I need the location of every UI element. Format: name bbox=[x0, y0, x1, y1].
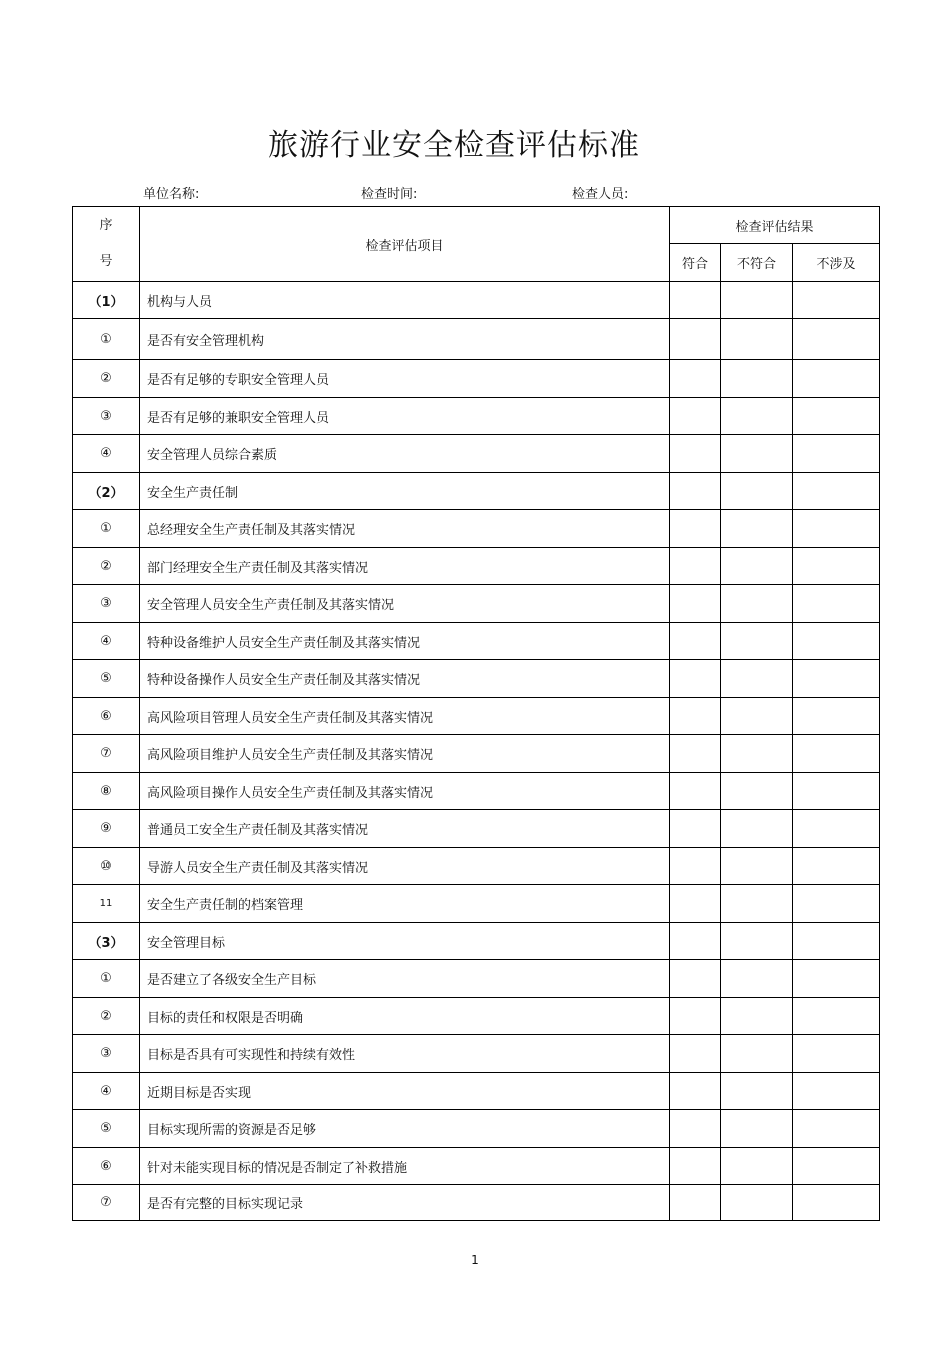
row-seq: ⑦ bbox=[73, 735, 140, 773]
result-cell-fail[interactable] bbox=[721, 923, 793, 960]
result-cell-pass[interactable] bbox=[670, 923, 721, 960]
inspection-table bbox=[72, 206, 880, 1221]
row-seq: ⑤ bbox=[73, 660, 140, 698]
result-cell-na[interactable] bbox=[793, 473, 880, 510]
table-row bbox=[73, 810, 880, 848]
result-cell-na[interactable] bbox=[793, 773, 880, 810]
row-item: 目标的责任和权限是否明确 bbox=[140, 998, 670, 1035]
result-cell-na[interactable] bbox=[793, 548, 880, 585]
result-cell-pass[interactable] bbox=[670, 548, 721, 585]
row-seq: ③ bbox=[73, 1035, 140, 1073]
result-cell-pass[interactable] bbox=[670, 473, 721, 510]
page-title: 旅游行业安全检查评估标准 bbox=[268, 128, 640, 163]
row-seq: ⑩ bbox=[73, 848, 140, 885]
table-row bbox=[73, 1110, 880, 1148]
header-seq-top: 序 bbox=[99, 218, 113, 233]
row-item: 安全管理人员安全生产责任制及其落实情况 bbox=[140, 585, 670, 623]
row-seq: ① bbox=[73, 319, 140, 360]
result-cell-fail[interactable] bbox=[721, 1110, 793, 1148]
result-cell-pass[interactable] bbox=[670, 1148, 721, 1185]
result-cell-pass[interactable] bbox=[670, 398, 721, 435]
result-cell-fail[interactable] bbox=[721, 548, 793, 585]
result-cell-pass[interactable] bbox=[670, 810, 721, 848]
result-cell-fail[interactable] bbox=[721, 1035, 793, 1073]
result-cell-na[interactable] bbox=[793, 1110, 880, 1148]
row-item: 安全生产责任制的档案管理 bbox=[140, 885, 670, 923]
row-seq: （1） bbox=[73, 282, 140, 319]
result-cell-pass[interactable] bbox=[670, 435, 721, 473]
table-row bbox=[73, 623, 880, 660]
row-seq: ② bbox=[73, 548, 140, 585]
row-item: 是否有完整的目标实现记录 bbox=[140, 1185, 670, 1221]
row-item: 高风险项目管理人员安全生产责任制及其落实情况 bbox=[140, 698, 670, 735]
row-item: 高风险项目维护人员安全生产责任制及其落实情况 bbox=[140, 735, 670, 773]
result-cell-fail[interactable] bbox=[721, 282, 793, 319]
table-row bbox=[73, 435, 880, 473]
result-cell-pass[interactable] bbox=[670, 510, 721, 548]
table-row bbox=[73, 398, 880, 435]
result-cell-fail[interactable] bbox=[721, 473, 793, 510]
result-cell-na[interactable] bbox=[793, 735, 880, 773]
table-row bbox=[73, 282, 880, 319]
row-seq: ④ bbox=[73, 435, 140, 473]
result-cell-na[interactable] bbox=[793, 435, 880, 473]
table-row bbox=[73, 773, 880, 810]
row-seq: ⑦ bbox=[73, 1185, 140, 1221]
header-result: 检查评估结果 bbox=[670, 207, 880, 244]
result-cell-pass[interactable] bbox=[670, 660, 721, 698]
row-seq: ② bbox=[73, 360, 140, 398]
row-seq: ⑤ bbox=[73, 1110, 140, 1148]
result-cell-na[interactable] bbox=[793, 510, 880, 548]
table-row bbox=[73, 660, 880, 698]
result-cell-na[interactable] bbox=[793, 319, 880, 360]
result-cell-na[interactable] bbox=[793, 1035, 880, 1073]
result-cell-pass[interactable] bbox=[670, 319, 721, 360]
row-item: 是否有足够的专职安全管理人员 bbox=[140, 360, 670, 398]
result-cell-na[interactable] bbox=[793, 960, 880, 998]
header-na: 不涉及 bbox=[793, 244, 880, 282]
result-cell-na[interactable] bbox=[793, 360, 880, 398]
result-cell-fail[interactable] bbox=[721, 773, 793, 810]
header-item: 检查评估项目 bbox=[140, 207, 670, 282]
result-cell-pass[interactable] bbox=[670, 698, 721, 735]
result-cell-fail[interactable] bbox=[721, 735, 793, 773]
result-cell-fail[interactable] bbox=[721, 998, 793, 1035]
result-cell-na[interactable] bbox=[793, 398, 880, 435]
result-cell-na[interactable] bbox=[793, 923, 880, 960]
row-item: 机构与人员 bbox=[140, 282, 670, 319]
page-number: 1 bbox=[471, 1253, 479, 1267]
result-cell-fail[interactable] bbox=[721, 435, 793, 473]
table-row bbox=[73, 1035, 880, 1073]
table-row bbox=[73, 360, 880, 398]
row-seq: ⑥ bbox=[73, 1148, 140, 1185]
row-seq: ⑨ bbox=[73, 810, 140, 848]
table-row bbox=[73, 885, 880, 923]
header-seq bbox=[73, 207, 140, 282]
row-item: 高风险项目操作人员安全生产责任制及其落实情况 bbox=[140, 773, 670, 810]
header-seq-bottom: 号 bbox=[99, 254, 113, 269]
row-seq: 11 bbox=[73, 885, 140, 923]
result-cell-fail[interactable] bbox=[721, 885, 793, 923]
row-item: 特种设备操作人员安全生产责任制及其落实情况 bbox=[140, 660, 670, 698]
row-seq: ③ bbox=[73, 398, 140, 435]
row-seq: ① bbox=[73, 510, 140, 548]
result-cell-pass[interactable] bbox=[670, 885, 721, 923]
result-cell-na[interactable] bbox=[793, 623, 880, 660]
result-cell-fail[interactable] bbox=[721, 510, 793, 548]
table-row bbox=[73, 848, 880, 885]
result-cell-pass[interactable] bbox=[670, 773, 721, 810]
unit-name-label: 单位名称: bbox=[143, 187, 200, 202]
row-item: 针对未能实现目标的情况是否制定了补救措施 bbox=[140, 1148, 670, 1185]
result-cell-fail[interactable] bbox=[721, 698, 793, 735]
table-row bbox=[73, 735, 880, 773]
result-cell-fail[interactable] bbox=[721, 660, 793, 698]
row-item: 安全生产责任制 bbox=[140, 473, 670, 510]
table-row bbox=[73, 1185, 880, 1221]
result-cell-na[interactable] bbox=[793, 282, 880, 319]
row-item: 导游人员安全生产责任制及其落实情况 bbox=[140, 848, 670, 885]
row-item: 目标实现所需的资源是否足够 bbox=[140, 1110, 670, 1148]
result-cell-na[interactable] bbox=[793, 698, 880, 735]
table-row bbox=[73, 698, 880, 735]
result-cell-na[interactable] bbox=[793, 848, 880, 885]
inspection-time-label: 检查时间: bbox=[361, 187, 418, 202]
row-seq: ⑧ bbox=[73, 773, 140, 810]
result-cell-pass[interactable] bbox=[670, 848, 721, 885]
result-cell-na[interactable] bbox=[793, 585, 880, 623]
row-item: 是否建立了各级安全生产目标 bbox=[140, 960, 670, 998]
result-cell-pass[interactable] bbox=[670, 1185, 721, 1221]
header-row-top bbox=[73, 207, 880, 244]
header-fail: 不符合 bbox=[721, 244, 793, 282]
row-item: 近期目标是否实现 bbox=[140, 1073, 670, 1110]
result-cell-pass[interactable] bbox=[670, 623, 721, 660]
result-cell-fail[interactable] bbox=[721, 960, 793, 998]
table-row bbox=[73, 473, 880, 510]
result-cell-pass[interactable] bbox=[670, 735, 721, 773]
result-cell-fail[interactable] bbox=[721, 398, 793, 435]
result-cell-fail[interactable] bbox=[721, 623, 793, 660]
result-cell-pass[interactable] bbox=[670, 360, 721, 398]
result-cell-na[interactable] bbox=[793, 998, 880, 1035]
result-cell-fail[interactable] bbox=[721, 810, 793, 848]
table-row bbox=[73, 585, 880, 623]
row-item: 是否有足够的兼职安全管理人员 bbox=[140, 398, 670, 435]
row-item: 普通员工安全生产责任制及其落实情况 bbox=[140, 810, 670, 848]
row-seq: （3） bbox=[73, 923, 140, 960]
result-cell-fail[interactable] bbox=[721, 585, 793, 623]
result-cell-pass[interactable] bbox=[670, 585, 721, 623]
table-row bbox=[73, 548, 880, 585]
table-row bbox=[73, 923, 880, 960]
table-row bbox=[73, 319, 880, 360]
result-cell-fail[interactable] bbox=[721, 360, 793, 398]
result-cell-na[interactable] bbox=[793, 1148, 880, 1185]
result-cell-pass[interactable] bbox=[670, 1073, 721, 1110]
row-seq: ⑥ bbox=[73, 698, 140, 735]
result-cell-na[interactable] bbox=[793, 885, 880, 923]
row-seq: （2） bbox=[73, 473, 140, 510]
result-cell-na[interactable] bbox=[793, 810, 880, 848]
result-cell-pass[interactable] bbox=[670, 282, 721, 319]
row-item: 部门经理安全生产责任制及其落实情况 bbox=[140, 548, 670, 585]
row-item: 特种设备维护人员安全生产责任制及其落实情况 bbox=[140, 623, 670, 660]
header-pass: 符合 bbox=[670, 244, 721, 282]
result-cell-fail[interactable] bbox=[721, 848, 793, 885]
result-cell-fail[interactable] bbox=[721, 319, 793, 360]
result-cell-pass[interactable] bbox=[670, 960, 721, 998]
row-seq: ④ bbox=[73, 623, 140, 660]
table-body bbox=[73, 207, 880, 1221]
row-item: 安全管理目标 bbox=[140, 923, 670, 960]
result-cell-pass[interactable] bbox=[670, 998, 721, 1035]
table-row bbox=[73, 1073, 880, 1110]
result-cell-na[interactable] bbox=[793, 1185, 880, 1221]
result-cell-na[interactable] bbox=[793, 1073, 880, 1110]
row-item: 安全管理人员综合素质 bbox=[140, 435, 670, 473]
table-row bbox=[73, 1148, 880, 1185]
row-item: 目标是否具有可实现性和持续有效性 bbox=[140, 1035, 670, 1073]
result-cell-fail[interactable] bbox=[721, 1073, 793, 1110]
result-cell-fail[interactable] bbox=[721, 1185, 793, 1221]
row-seq: ② bbox=[73, 998, 140, 1035]
result-cell-fail[interactable] bbox=[721, 1148, 793, 1185]
result-cell-na[interactable] bbox=[793, 660, 880, 698]
table-row bbox=[73, 510, 880, 548]
result-cell-pass[interactable] bbox=[670, 1035, 721, 1073]
result-cell-pass[interactable] bbox=[670, 1110, 721, 1148]
table-row bbox=[73, 960, 880, 998]
row-item: 总经理安全生产责任制及其落实情况 bbox=[140, 510, 670, 548]
row-seq: ③ bbox=[73, 585, 140, 623]
row-seq: ④ bbox=[73, 1073, 140, 1110]
row-item: 是否有安全管理机构 bbox=[140, 319, 670, 360]
inspector-label: 检查人员: bbox=[572, 187, 629, 202]
row-seq: ① bbox=[73, 960, 140, 998]
table-row bbox=[73, 998, 880, 1035]
